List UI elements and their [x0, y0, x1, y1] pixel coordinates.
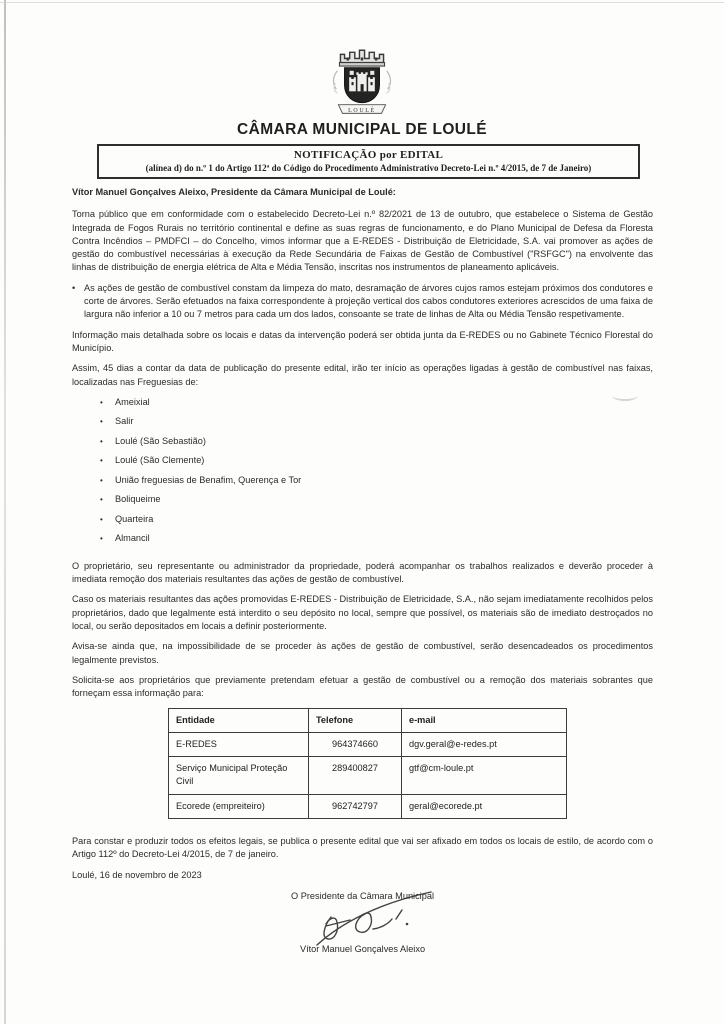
signature-name: Vítor Manuel Gonçalves Aleixo: [299, 944, 426, 955]
paragraph-bullet: [72, 282, 653, 322]
list-item: [72, 454, 653, 474]
dateline: Loulé, 16 de novembro de 2023: [72, 869, 202, 880]
table-header-row: [169, 708, 567, 732]
freguesia-name: Quarteira: [115, 513, 154, 524]
paragraph-caso: Caso os materiais resultantes das ações promovidas E-REDES - Distribuição de Eletricidade, S.A., não sejam imediatamente recolhidos pelos proprietários, dado que legalmente está interdito o seu depósito no local, sempre que possível, os materiais são de imediato destroçados no local, ou serão depositados em locais a definir posteriormente.: [72, 594, 653, 632]
cell-telefone: 962742797: [309, 794, 402, 818]
list-item: [72, 513, 653, 533]
bullet-icon: •: [72, 282, 76, 293]
paragraph-info: Informação mais detalhada sobre os locais e datas da intervenção poderá ser obtida junta da E-REDES ou no Gabinete Técnico Florestal do Município.: [72, 329, 653, 353]
freguesias-list: [72, 396, 653, 552]
freguesia-name: Ameixial: [115, 396, 150, 407]
freguesia-name: Boliqueime: [115, 494, 161, 505]
list-item: [72, 415, 653, 435]
notice-subtitle: (alínea d) do n.º 1 do Artigo 112ª do Código do Procedimento Administrativo Decreto-Lei n.º 4/2015, de 7 de Janeiro): [145, 163, 592, 173]
column-header-telefone: Telefone: [309, 708, 402, 732]
paragraph-prazo: Assim, 45 dias a contar da data de publicação do presente edital, irão ter início as operações ligadas à gestão de combustível nas faixas, localizadas nas Freguesias de:: [72, 363, 653, 387]
cell-telefone: 964374660: [309, 732, 402, 756]
bullet-icon: •: [100, 417, 103, 427]
cell-entidade: Ecorede (empreiteiro): [169, 794, 309, 818]
table-row: [169, 794, 567, 818]
municipal-crest-icon: [326, 40, 398, 118]
cell-email: dgv.geral@e-redes.pt: [402, 732, 567, 756]
freguesia-name: União freguesias de Benafim, Querença e Tor: [115, 474, 302, 485]
freguesia-name: Loulé (São Clemente): [115, 455, 205, 466]
scan-edge-artifact: [4, 0, 6, 1024]
scan-edge-artifact: [0, 2, 724, 3]
salutation-line: Vítor Manuel Gonçalves Aleixo, Presidente da Câmara Municipal de Loulé:: [72, 187, 396, 197]
freguesia-name: Loulé (São Sebastião): [115, 435, 206, 446]
cell-email: gtf@cm-loule.pt: [402, 757, 567, 795]
column-header-email: e-mail: [402, 708, 567, 732]
notice-header-box: [97, 144, 640, 179]
list-item: [72, 396, 653, 416]
crest-banner-text: LOULÉ: [348, 107, 376, 114]
signature-role: O Presidente da Câmara Municipal: [291, 890, 434, 901]
list-item: [72, 493, 653, 513]
list-item: [72, 532, 653, 552]
bullet-icon: •: [100, 397, 103, 407]
bullet-icon: •: [100, 436, 103, 446]
bullet-icon: •: [100, 514, 103, 524]
cell-telefone: 289400827: [309, 757, 402, 795]
paragraph-solicita: Solicita-se aos proprietários que previamente pretendam efetuar a gestão de combustível ou a remoção dos materiais sobrantes que forneçam essa informação para:: [72, 674, 653, 699]
bullet-icon: •: [100, 456, 103, 466]
freguesia-name: Salir: [115, 416, 134, 427]
cell-entidade: Serviço Municipal Proteção Civil: [169, 757, 309, 795]
list-item: [72, 435, 653, 455]
bullet-icon: •: [100, 495, 103, 505]
paragraph-avisa: Avisa-se ainda que, na impossibilidade de se proceder às ações de gestão de combustível, serão desencadeados os procedimentos legalmente previstos.: [72, 641, 653, 665]
cell-email: geral@ecorede.pt: [402, 794, 567, 818]
paragraph-constar: Para constar e produzir todos os efeitos legais, se publica o presente edital que vai ser afixado em todos os locais de estilo, de acordo com o Artigo 112º do Decreto-Lei 4/2015, de 7 de janeiro.: [72, 836, 653, 860]
paragraph-proprietario: O proprietário, seu representante ou administrador da propriedade, poderá acompanhar os trabalhos realizados e deverão proceder à imediata remoção dos materiais resultantes das ações de gestão de combustível.: [72, 560, 653, 585]
list-item: [72, 474, 653, 494]
table-row: [169, 757, 567, 795]
column-header-entidade: Entidade: [169, 708, 309, 732]
page-title: CÂMARA MUNICIPAL DE LOULÉ: [237, 121, 487, 138]
notice-title: NOTIFICAÇÃO por EDITAL: [293, 149, 444, 161]
handwritten-signature: [283, 887, 443, 949]
freguesia-name: Almancil: [115, 533, 150, 544]
contacts-table: [168, 708, 567, 819]
cell-entidade: E-REDES: [169, 732, 309, 756]
crest-container: [0, 40, 724, 123]
paragraph-intro: Torna público que em conformidade com o estabelecido Decreto-Lei n.º 82/2021 de 13 de outubro, que estabelece o Sistema de Gestão Integrada de Fogos Rurais no território continental e define as suas regras de funcionamento, e do Plano Municipal de Defesa da Floresta Contra Incêndios – PMDFCI – do Concelho, vimos informar que a E-REDES - Distribuição de Eletricidade, S.A. vai promover as ações de gestão do combustível necessárias à execução da Rede Secundária de Faixas de Gestão de Combustível ("RSFGC") na envolvente das linhas de distribuição de energia elétrica de Alta e Média Tensão, inscritas nos instrumentos de planeamento aplicáveis.: [72, 209, 653, 273]
document-body: [72, 186, 653, 957]
paragraph-bullet-text: As ações de gestão de combustível constam da limpeza do mato, desramação de árvores cujos ramos estejam próximos dos condutores e corte de árvores. Serão efetuados na faixa correspondente à projeção vertical dos cabos condutores exteriores acrescidos de uma faixa de largura não inferior a 10 ou 7 metros para cada um dos lados, consoante se trate de linhas de Alta ou Média Tensão respetivamente.: [84, 282, 653, 320]
bullet-icon: •: [100, 534, 103, 544]
signature-block: [233, 890, 493, 957]
table-row: [169, 732, 567, 756]
bullet-icon: •: [100, 475, 103, 485]
